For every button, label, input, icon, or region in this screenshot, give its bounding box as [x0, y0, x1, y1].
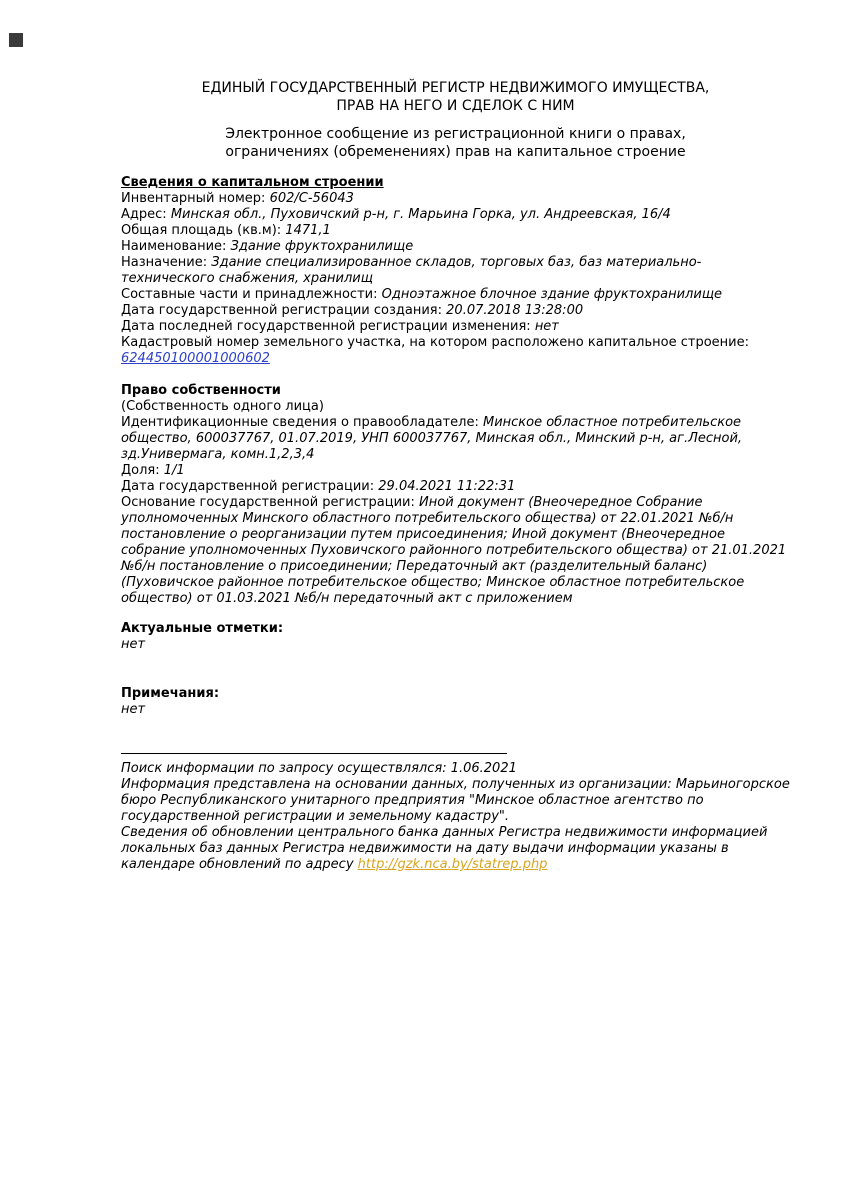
- section-heading-marks: Актуальные отметки:: [121, 621, 284, 636]
- field-label: Кадастровый номер земельного участка, на котором расположено капитальное строение:: [121, 335, 749, 350]
- field-value: 20.07.2018 13:28:00: [446, 303, 584, 318]
- field-total-area: [121, 223, 790, 239]
- footer-separator: [121, 753, 507, 754]
- document-footer: [121, 753, 790, 873]
- section-heading-building: Сведения о капитальном строении: [121, 175, 384, 190]
- field-value: Здание фруктохранилище: [230, 239, 414, 254]
- section-heading-ownership: Право собственности: [121, 383, 281, 398]
- document-subtitle-line2: ограничениях (обременениях) прав на капитальное строение: [225, 144, 686, 160]
- document-header: [121, 79, 790, 161]
- field-share: [121, 463, 790, 479]
- section-heading-notes: Примечания:: [121, 686, 220, 701]
- field-value: Минская обл., Пуховичский р-н, г. Марьина Горка, ул. Андреевская, 16/4: [170, 207, 671, 222]
- statrep-url-link[interactable]: http://gzk.nca.by/statrep.php: [357, 857, 548, 872]
- field-value: Одноэтажное блочное здание фруктохранилище: [381, 287, 723, 302]
- section-marks: [121, 621, 790, 653]
- field-label: Основание государственной регистрации:: [121, 495, 415, 510]
- ownership-subheading: (Собственность одного лица): [121, 399, 324, 414]
- field-purpose: [121, 255, 790, 287]
- field-label: Доля:: [121, 463, 160, 478]
- field-cadastral-number: [121, 335, 790, 367]
- registry-title-line1: ЕДИНЫЙ ГОСУДАРСТВЕННЫЙ РЕГИСТР НЕДВИЖИМОГО ИМУЩЕСТВА,: [201, 80, 710, 96]
- field-address: [121, 207, 790, 223]
- field-value: нет: [534, 319, 559, 334]
- field-value: Минское областное потребительское общество, 600037767, 01.07.2019, УНП 600037767, Минская обл., Минский р-н, аг.Лесной, зд.Универмага, комн.1,2,3,4: [121, 415, 743, 462]
- field-name: [121, 239, 790, 255]
- registry-title: [121, 79, 790, 115]
- field-registration-changed: [121, 319, 790, 335]
- field-registration-created: [121, 303, 790, 319]
- footer-search-line: Поиск информации по запросу осуществлялся: 1.06.2021: [121, 761, 517, 776]
- field-registration-date: [121, 479, 790, 495]
- marks-value: нет: [121, 637, 146, 652]
- field-label: Наименование:: [121, 239, 227, 254]
- section-ownership: [121, 383, 790, 607]
- field-label: Дата государственной регистрации:: [121, 479, 375, 494]
- footer-update-text: Сведения об обновлении центрального банка данных Регистра недвижимости информацией локальных баз данных Регистра недвижимости на дату выдачи информации указаны в календаре обновлений по адресу: [121, 825, 768, 872]
- document-subtitle: [121, 125, 790, 161]
- registry-title-line2: ПРАВ НА НЕГО И СДЕЛОК С НИМ: [336, 98, 575, 114]
- field-value: 602/С-56043: [269, 191, 354, 206]
- field-label: Дата государственной регистрации создания:: [121, 303, 443, 318]
- field-label: Составные части и принадлежности:: [121, 287, 378, 302]
- field-label: Назначение:: [121, 255, 208, 270]
- document-subtitle-line1: Электронное сообщение из регистрационной книги о правах,: [225, 126, 686, 142]
- footer-source-line: Информация представлена на основании данных, полученных из организации: Марьиногорское бюро Республиканского унитарного предприятия "Минское областное агентство по государственной регистрации и земельному кадастру".: [121, 777, 790, 824]
- section-notes: [121, 686, 790, 718]
- field-value: 1471,1: [285, 223, 331, 238]
- field-inventory-number: [121, 191, 790, 207]
- field-value: Иной документ (Внеочередное Собрание уполномоченных Минского областного потребительского общества) от 22.01.2021 №б/н постановление о реорганизации путем присоединения; Иной документ (Внеочередное собрание уполномоченных Пуховичского районного потребительского общества) от 21.01.2021 №б/н постановление о присоединении; Передаточный акт (разделительный баланс) (Пуховичское районное потребительское общество; Минское областное потребительское общество) от 01.03.2021 №б/н передаточный акт с приложением: [121, 495, 787, 606]
- field-label: Общая площадь (кв.м):: [121, 223, 282, 238]
- field-value: Здание специализированное складов, торговых баз, баз материально-технического снабжения, хранилищ: [121, 255, 702, 286]
- field-label: Дата последней государственной регистрации изменения:: [121, 319, 531, 334]
- cadastral-number-link[interactable]: 624450100001000602: [121, 351, 270, 366]
- field-registration-basis: [121, 495, 790, 607]
- section-building: [121, 175, 790, 367]
- corner-mark: [9, 33, 23, 47]
- field-components: [121, 287, 790, 303]
- field-label: Адрес:: [121, 207, 167, 222]
- field-label: Идентификационные сведения о правообладателе:: [121, 415, 479, 430]
- field-value: 29.04.2021 11:22:31: [378, 479, 516, 494]
- field-rightholder: [121, 415, 790, 463]
- field-value: 1/1: [163, 463, 185, 478]
- field-label: Инвентарный номер:: [121, 191, 266, 206]
- footer-update-line: [121, 825, 790, 873]
- notes-value: нет: [121, 702, 146, 717]
